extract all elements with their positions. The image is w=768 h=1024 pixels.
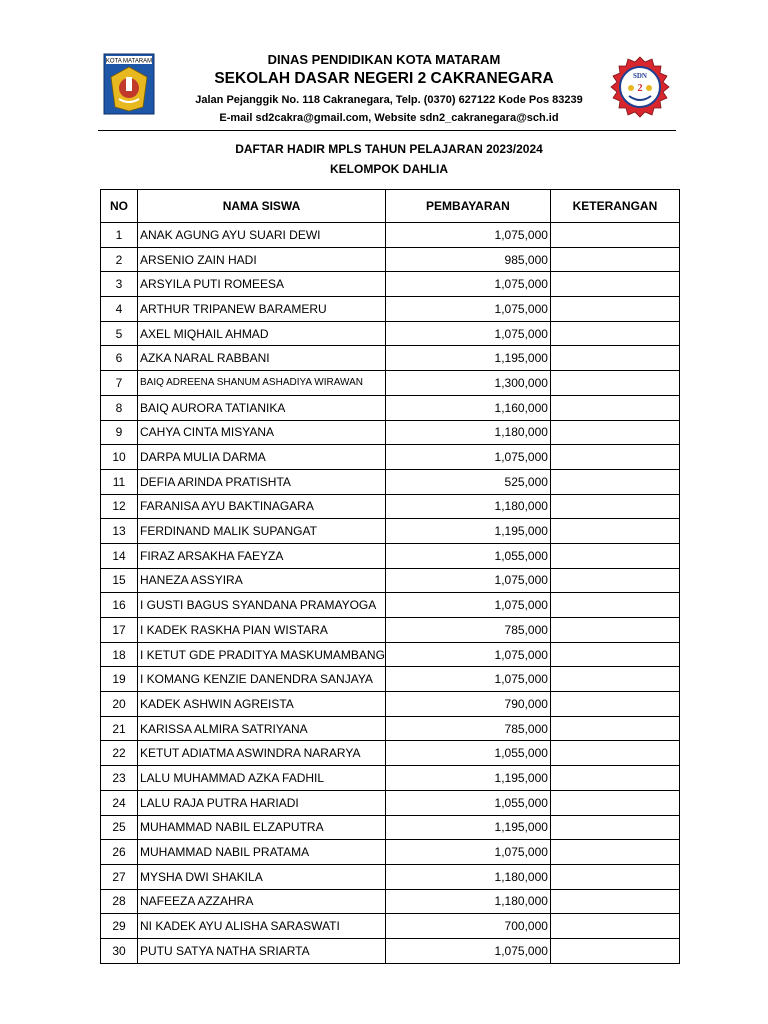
row-number: 6 [101,346,138,371]
table-row [101,395,680,420]
student-name: LALU MUHAMMAD AZKA FADHIL [138,766,386,791]
row-number: 25 [101,815,138,840]
table-row [101,445,680,470]
student-name: HANEZA ASSYIRA [138,568,386,593]
table-row [101,346,680,371]
table-row [101,223,680,248]
student-name: KARISSA ALMIRA SATRIYANA [138,716,386,741]
table-row [101,692,680,717]
row-number: 4 [101,297,138,322]
table-row [101,593,680,618]
remarks-cell [550,642,679,667]
payment-amount: 1,160,000 [385,395,550,420]
student-name: DEFIA ARINDA PRATISHTA [138,469,386,494]
svg-text:KOTA MATARAM: KOTA MATARAM [105,58,153,65]
table-row [101,543,680,568]
remarks-cell [550,790,679,815]
svg-text:SDN: SDN [632,72,648,80]
payment-amount: 1,195,000 [385,519,550,544]
payment-amount: 525,000 [385,469,550,494]
student-name: FERDINAND MALIK SUPANGAT [138,519,386,544]
student-name: ANAK AGUNG AYU SUARI DEWI [138,223,386,248]
payment-amount: 1,075,000 [385,840,550,865]
remarks-cell [550,494,679,519]
row-number: 30 [101,938,138,963]
payment-amount: 1,180,000 [385,889,550,914]
row-number: 17 [101,618,138,643]
remarks-cell [550,395,679,420]
payment-amount: 1,055,000 [385,741,550,766]
table-row [101,741,680,766]
student-name: ARTHUR TRIPANEW BARAMERU [138,297,386,322]
row-number: 16 [101,593,138,618]
table-row [101,815,680,840]
student-name: LALU RAJA PUTRA HARIADI [138,790,386,815]
payment-amount: 1,075,000 [385,321,550,346]
row-number: 20 [101,692,138,717]
table-row [101,618,680,643]
row-number: 11 [101,469,138,494]
school-address: Jalan Pejanggik No. 118 Cakranegara, Telp. (0370) 627122 Kode Pos 83239 [195,94,583,106]
student-name: BAIQ AURORA TATIANIKA [138,395,386,420]
student-name: PUTU SATYA NATHA SRIARTA [138,938,386,963]
remarks-cell [550,519,679,544]
row-number: 19 [101,667,138,692]
row-number: 26 [101,840,138,865]
student-name: I KADEK RASKHA PIAN WISTARA [138,618,386,643]
group-title: KELOMPOK DAHLIA [330,162,448,176]
remarks-cell [550,618,679,643]
payment-amount: 785,000 [385,716,550,741]
remarks-cell [550,247,679,272]
table-row [101,766,680,791]
svg-text:2: 2 [637,83,643,94]
payment-amount: 785,000 [385,618,550,643]
remarks-cell [550,692,679,717]
student-name: KADEK ASHWIN AGREISTA [138,692,386,717]
payment-amount: 1,195,000 [385,766,550,791]
table-row [101,297,680,322]
student-name: NAFEEZA AZZAHRA [138,889,386,914]
row-number: 28 [101,889,138,914]
student-name: AXEL MIQHAIL AHMAD [138,321,386,346]
row-number: 7 [101,371,138,396]
remarks-cell [550,420,679,445]
table-row [101,938,680,963]
remarks-cell [550,914,679,939]
student-name: KETUT ADIATMA ASWINDRA NARARYA [138,741,386,766]
remarks-cell [550,938,679,963]
payment-amount: 1,075,000 [385,297,550,322]
row-number: 8 [101,395,138,420]
header-payment: PEMBAYARAN [385,190,550,223]
payment-amount: 1,075,000 [385,642,550,667]
school-contact: E-mail sd2cakra@gmail.com, Website sdn2_cakranegara@sch.id [219,112,559,124]
payment-amount: 1,180,000 [385,494,550,519]
table-row [101,568,680,593]
row-number: 9 [101,420,138,445]
letterhead [0,0,768,132]
table-row [101,494,680,519]
payment-amount: 1,195,000 [385,346,550,371]
row-number: 12 [101,494,138,519]
student-name: FIRAZ ARSAKHA FAEYZA [138,543,386,568]
header-student-name: NAMA SISWA [138,190,386,223]
row-number: 15 [101,568,138,593]
row-number: 5 [101,321,138,346]
row-number: 24 [101,790,138,815]
table-row [101,716,680,741]
header-no: NO [101,190,138,223]
student-name: DARPA MULIA DARMA [138,445,386,470]
remarks-cell [550,593,679,618]
student-name: ARSENIO ZAIN HADI [138,247,386,272]
remarks-cell [550,864,679,889]
student-name: BAIQ ADREENA SHANUM ASHADIYA WIRAWAN [138,371,386,396]
remarks-cell [550,741,679,766]
payment-amount: 985,000 [385,247,550,272]
remarks-cell [550,297,679,322]
table-row [101,889,680,914]
row-number: 21 [101,716,138,741]
row-number: 2 [101,247,138,272]
table-row [101,321,680,346]
attendance-table [100,189,680,964]
payment-amount: 1,075,000 [385,938,550,963]
student-name: CAHYA CINTA MISYANA [138,420,386,445]
table-row [101,790,680,815]
school-name: SEKOLAH DASAR NEGERI 2 CAKRANEGARA [214,70,554,87]
payment-amount: 1,075,000 [385,445,550,470]
payment-amount: 1,180,000 [385,864,550,889]
student-name: I KOMANG KENZIE DANENDRA SANJAYA [138,667,386,692]
payment-amount: 1,075,000 [385,568,550,593]
remarks-cell [550,543,679,568]
payment-amount: 1,195,000 [385,815,550,840]
row-number: 1 [101,223,138,248]
payment-amount: 1,300,000 [385,371,550,396]
student-name: MUHAMMAD NABIL PRATAMA [138,840,386,865]
row-number: 13 [101,519,138,544]
table-row [101,247,680,272]
row-number: 29 [101,914,138,939]
table-row [101,840,680,865]
table-row [101,519,680,544]
payment-amount: 1,075,000 [385,223,550,248]
payment-amount: 1,055,000 [385,790,550,815]
remarks-cell [550,321,679,346]
row-number: 27 [101,864,138,889]
row-number: 3 [101,272,138,297]
payment-amount: 1,075,000 [385,667,550,692]
table-row [101,642,680,667]
remarks-cell [550,371,679,396]
remarks-cell [550,223,679,248]
row-number: 23 [101,766,138,791]
row-number: 22 [101,741,138,766]
remarks-cell [550,889,679,914]
table-row [101,371,680,396]
student-name: NI KADEK AYU ALISHA SARASWATI [138,914,386,939]
remarks-cell [550,272,679,297]
remarks-cell [550,568,679,593]
remarks-cell [550,815,679,840]
table-header-row [101,190,680,223]
table-row [101,420,680,445]
student-name: ARSYILA PUTI ROMEESA [138,272,386,297]
remarks-cell [550,667,679,692]
table-row [101,914,680,939]
table-row [101,667,680,692]
remarks-cell [550,445,679,470]
table-row [101,864,680,889]
remarks-cell [550,346,679,371]
table-row [101,469,680,494]
student-name: MYSHA DWI SHAKILA [138,864,386,889]
remarks-cell [550,469,679,494]
document-title: DAFTAR HADIR MPLS TAHUN PELAJARAN 2023/2024 [235,142,543,156]
header-remarks: KETERANGAN [550,190,679,223]
payment-amount: 790,000 [385,692,550,717]
row-number: 14 [101,543,138,568]
row-number: 18 [101,642,138,667]
sdn-2-school-emblem-icon [609,56,671,118]
row-number: 10 [101,445,138,470]
student-name: AZKA NARAL RABBANI [138,346,386,371]
table-row [101,272,680,297]
remarks-cell [550,840,679,865]
payment-amount: 1,075,000 [385,593,550,618]
student-name: MUHAMMAD NABIL ELZAPUTRA [138,815,386,840]
remarks-cell [550,716,679,741]
payment-amount: 700,000 [385,914,550,939]
payment-amount: 1,055,000 [385,543,550,568]
student-name: I GUSTI BAGUS SYANDANA PRAMAYOGA [138,593,386,618]
remarks-cell [550,766,679,791]
payment-amount: 1,075,000 [385,272,550,297]
header-divider [98,130,676,131]
payment-amount: 1,180,000 [385,420,550,445]
student-name: I KETUT GDE PRADITYA MASKUMAMBANG [138,642,386,667]
agency-name: DINAS PENDIDIKAN KOTA MATARAM [267,52,501,67]
student-name: FARANISA AYU BAKTINAGARA [138,494,386,519]
